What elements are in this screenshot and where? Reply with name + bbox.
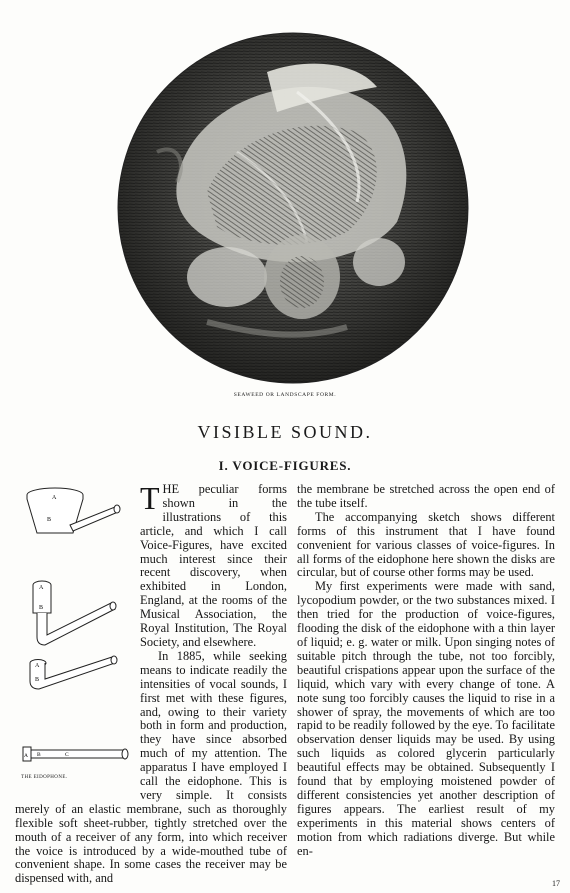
- fig4-label-b: B: [37, 752, 41, 758]
- right-paragraph-3: My first experiments were made with sand, lycopodium powder, or the two substances mixed. I then tried for the production of voice-figures, flooding the disk of the eidophone with a thin layer of liquid; e. g. water or milk. Upon singing notes of suitable pitch through the tube, not too forcibly, beautiful crispations appear upon the surface of the liquid, which vary with every change of tone. A note sung too forcibly causes the liquid to rise in a shower of spray, the movements of which are too rapid to be readily followed by the eye. To facilitate observation denser liquids may be used. By using such liquids as colored glycerin particularly beautiful effects may be obtained. Subsequently I found that by employing moistened powder of different consistencies yet another description of figures appears. The earliest result of my experiments in this material shows centers of motion from which radiations diverge. But while en-: [297, 579, 555, 858]
- right-paragraph-1: the membrane be stretched across the open end of the tube itself.: [297, 482, 555, 510]
- drop-cap: T: [140, 480, 160, 516]
- figure-caption: THE EIDOPHONE.: [21, 775, 68, 780]
- article-title: VISIBLE SOUND.: [197, 422, 373, 442]
- seaweed-figure-plate: [117, 32, 469, 384]
- fig2-label-b: B: [39, 605, 44, 611]
- fig3-label-b: B: [35, 677, 40, 683]
- page-number: 17: [552, 879, 560, 888]
- eidophone-diagram: [15, 485, 135, 785]
- fig1-label-b: B: [47, 517, 52, 523]
- fig3-label-a: A: [35, 663, 40, 669]
- fig1-label-a: A: [52, 495, 57, 501]
- fig4-label-c: C: [65, 752, 69, 758]
- left-paragraph-1: HE peculiar forms shown in the illustrations of this article, and which I call Voice-Figures, have excited much interest since their recent discovery, when exhibited in London, England, at the rooms of the Musical Association, the Royal Institution, The Royal Society, and elsewhere.: [140, 482, 287, 649]
- left-column: [15, 480, 287, 886]
- right-column: [297, 483, 555, 881]
- left-paragraph-2: In 1885, while seeking means to indicate readily the intensities of vocal sounds, I first met with these figures, and, owing to their variety both in form and production, they have since absorbed much of my attention. The apparatus I have employed I call the eidophone. This is very simple. It consists merely of an elastic membrane, such as thoroughly flexible soft sheet-rubber, tightly stretched over the mouth of a receiver of any form, into which receiver the voice is introduced by a wide-mouthed tube of convenient shape. In some cases the receiver may be dispensed with, and: [15, 648, 287, 886]
- section-heading: I. VOICE-FIGURES.: [218, 458, 352, 473]
- plate-caption: SEAWEED OR LANDSCAPE FORM.: [233, 392, 337, 398]
- right-paragraph-2: The accompanying sketch shows different forms of this instrument that I have found convenient for various classes of voice-figures. In all forms of the eidophone here shown the disks are circular, but of course other forms may be used.: [297, 509, 555, 580]
- fig4-label-a: A: [24, 753, 28, 759]
- fig2-label-a: A: [39, 585, 44, 591]
- eidophone-figure: [15, 485, 135, 790]
